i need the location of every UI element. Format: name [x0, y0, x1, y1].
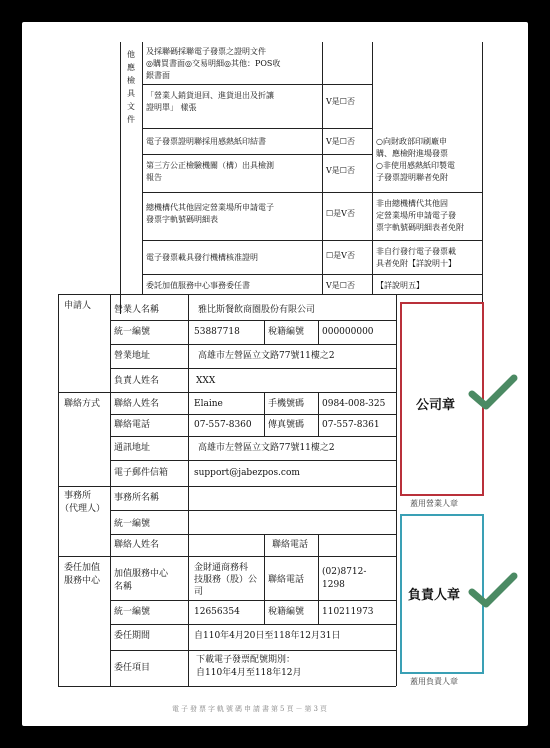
contact-name-value: Elaine [194, 399, 223, 409]
field-label: 電子郵件信箱 [114, 468, 169, 478]
rule [110, 624, 396, 625]
rule [58, 392, 396, 393]
doc-text: 總機構代其他固定營業場所申請電子 [146, 203, 274, 212]
vas-phone-value: 1298 [322, 580, 345, 590]
rule [120, 42, 121, 314]
rule [318, 534, 319, 556]
company-seal-text: 公司章 [416, 398, 456, 413]
rule [264, 534, 265, 556]
rule [110, 460, 396, 461]
field-label: 聯絡電話 [268, 575, 305, 585]
rule [110, 600, 396, 601]
owner-caption: 蓋用負責人章 [410, 677, 458, 686]
uniform-no-value: 53887718 [194, 327, 240, 337]
check-mark-icon [468, 372, 518, 412]
field-label: 稅籍編號 [268, 607, 305, 617]
doc-text: 發票字軌號碼明細表 [146, 215, 218, 224]
phone-value: 07-557-8360 [194, 420, 252, 430]
address-value: 高雄市左營區立文路77號11樓之2 [198, 351, 335, 361]
section-contact: 聯絡方式 [64, 399, 101, 409]
checkbox-choice[interactable]: V是☐否 [326, 281, 355, 290]
vas-phone-value: (02)8712- [322, 567, 367, 577]
rule [372, 42, 373, 294]
rule [142, 274, 482, 275]
field-label: 手機號碼 [268, 399, 305, 409]
center-name-value: 金財通商務科 [194, 563, 249, 573]
note-text: ○非使用感熱紙印製電 [376, 161, 455, 170]
doc-text: 電子發票載具發行機構核准證明 [146, 253, 258, 262]
checkbox-choice[interactable]: ☐是V否 [326, 209, 355, 218]
note-text: 非自行發行電子發票載 [376, 247, 456, 256]
rule [110, 294, 111, 686]
rule [142, 240, 482, 241]
note-text: 票字軌號碼明細表者免附 [376, 223, 464, 232]
rule [58, 686, 396, 687]
rule [110, 534, 396, 535]
rule [110, 436, 396, 437]
field-label: 事務所名稱 [114, 493, 160, 503]
rule [110, 650, 396, 651]
period-value: 自110年4月20日至118年12月31日 [194, 631, 341, 641]
email-value: support@jabezpos.com [194, 468, 300, 478]
fax-value: 07-557-8361 [322, 420, 380, 430]
note-text: 非由總機構代其他固 [376, 199, 448, 208]
rule [58, 294, 482, 295]
doc-text: 電子發票證明聯採用感熱紙印結書 [146, 137, 266, 146]
center-name-value: 司 [194, 587, 204, 597]
business-name-value: 雅比斯餐飲商圈股份有限公司 [198, 305, 316, 315]
field-label: 營業地址 [114, 351, 151, 361]
rule [142, 42, 143, 294]
section-agent: 事務所 [64, 491, 92, 501]
page-footer: 電子發票字軌號碼申請書第5頁－第3頁 [172, 705, 329, 713]
rule [264, 320, 265, 344]
section-agent-sub: （代理人） [60, 504, 106, 514]
rule [110, 344, 396, 345]
item-value: 自110年4月至118年12月 [196, 668, 302, 678]
checkbox-choice[interactable]: ☐是V否 [326, 251, 355, 260]
rule [58, 294, 59, 686]
owner-value: XXX [196, 376, 216, 386]
rule [142, 192, 482, 193]
document-page [22, 22, 528, 726]
doc-text: 銀書面 [146, 71, 170, 80]
owner-seal-text: 負責人章 [408, 588, 461, 603]
item-value: 下載電子發票配號期別： [196, 655, 296, 665]
rule [58, 486, 396, 487]
field-label: 委任期間 [114, 631, 151, 641]
checkbox-choice[interactable]: V是☐否 [326, 137, 355, 146]
rule [142, 128, 372, 129]
field-label: 名稱 [114, 582, 133, 592]
field-label: 營業人名稱 [114, 305, 160, 315]
field-label: 統一編號 [114, 519, 151, 529]
section-applicant: 申請人 [64, 301, 92, 311]
doc-text: 報告 [146, 173, 162, 182]
rule [142, 84, 372, 85]
vas-tax-no-value: 110211973 [322, 607, 374, 617]
rule [110, 414, 396, 415]
company-caption: 蓋用營業人章 [410, 499, 458, 508]
rule [142, 154, 372, 155]
field-label: 統一編號 [114, 607, 151, 617]
rule [322, 42, 323, 294]
mail-address-value: 高雄市左營區立文路77號11樓之2 [198, 443, 335, 453]
rule [110, 320, 396, 321]
rule [188, 294, 189, 686]
note-text: 具者免附【詳說明十】 [376, 259, 456, 268]
check-mark-icon [468, 570, 518, 610]
rule [396, 294, 397, 686]
field-label: 聯絡人姓名 [114, 399, 160, 409]
doc-text: 「營業人銷貨退回、進貨退出及折讓 [146, 91, 274, 100]
field-label: 傳真號碼 [268, 420, 305, 430]
rule [482, 42, 483, 314]
rule [110, 510, 396, 511]
note-text: 子發票證明聯者免附 [376, 173, 448, 182]
section-vas-sub: 服務中心 [64, 576, 101, 586]
field-label: 稅籍編號 [268, 327, 305, 337]
note-text: 【詳說明五】 [376, 281, 424, 290]
field-label: 通訊地址 [114, 443, 151, 453]
note-text: ○向財政部印刷廠申 [376, 137, 447, 146]
field-label: 聯絡電話 [272, 540, 309, 550]
checkbox-choice[interactable]: V是☐否 [326, 97, 355, 106]
note-text: 定營業場所申請電子發 [376, 211, 456, 220]
tax-no-value: 000000000 [322, 327, 374, 337]
rule [110, 368, 396, 369]
rule [318, 320, 319, 344]
vertical-label: 他 應 檢 具 文 件 [127, 50, 135, 124]
mobile-value: 0984-008-325 [322, 399, 386, 409]
field-label: 負責人姓名 [114, 376, 160, 386]
note-text: 購、應檢附進場發票 [376, 149, 448, 158]
field-label: 委任項目 [114, 663, 151, 673]
checkbox-choice[interactable]: V是☐否 [326, 166, 355, 175]
doc-text: ◎購買書面◎交易明細◎其他：POS收 [146, 59, 281, 68]
doc-text: 證明單」 樣張 [146, 103, 197, 112]
field-label: 統一編號 [114, 327, 151, 337]
section-vas: 委任加值 [64, 563, 101, 573]
rule [264, 556, 265, 600]
vas-uniform-no-value: 12656354 [194, 607, 240, 617]
doc-text: 委託加值服務中心事務委任書 [146, 281, 250, 290]
doc-text: 第三方公正檢驗機關（構）出具檢測 [146, 161, 274, 170]
doc-text: 及採聯碼採聯電子發票之證明文件 [146, 47, 266, 56]
field-label: 聯絡電話 [114, 420, 151, 430]
rule [318, 556, 319, 624]
field-label: 加值服務中心 [114, 569, 169, 579]
field-label: 聯絡人姓名 [114, 540, 160, 550]
rule [264, 600, 265, 624]
rule [58, 556, 396, 557]
center-name-value: 技服務（股）公 [194, 575, 258, 585]
